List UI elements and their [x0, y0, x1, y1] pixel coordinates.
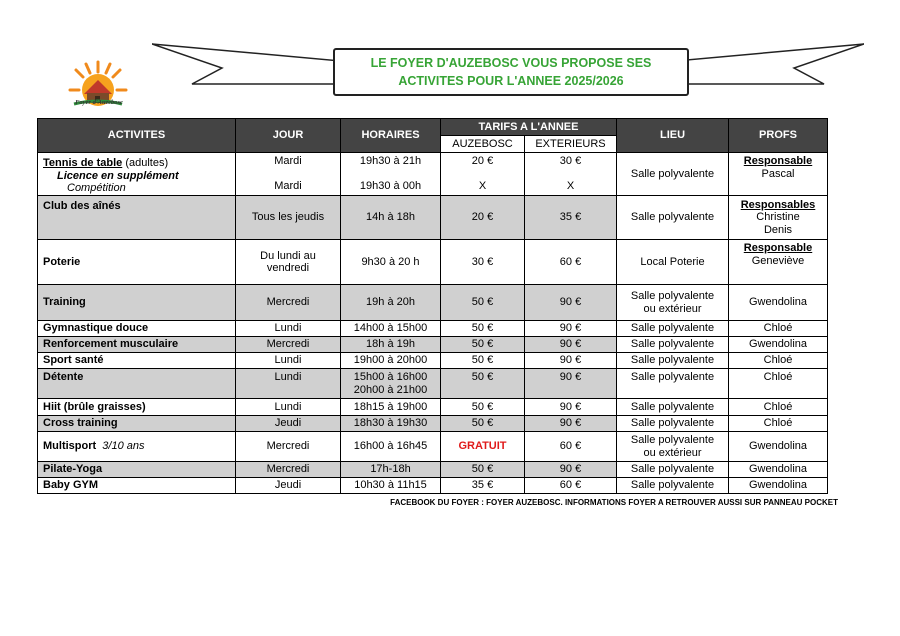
- cell-exterieurs: 35 €: [525, 196, 617, 240]
- cell-exterieurs: 90 €: [525, 285, 617, 321]
- header-activites: ACTIVITES: [38, 119, 236, 153]
- activities-table: [37, 118, 828, 494]
- cell-jour: Mercredi: [236, 462, 341, 478]
- cell-horaire: 14h00 à 15h00: [341, 321, 441, 337]
- table-row: [38, 321, 828, 337]
- cell-activite: Baby GYM: [38, 478, 236, 494]
- cell-exterieurs: 60 €: [525, 478, 617, 494]
- cell-activite: Tennis de table (adultes) Licence en supplément Compétition: [38, 153, 236, 196]
- cell-auzebosc: 50 €: [441, 285, 525, 321]
- cell-auzebosc: 50 €: [441, 321, 525, 337]
- cell-horaire: 19h00 à 20h00: [341, 353, 441, 369]
- cell-prof: Chloé: [729, 321, 828, 337]
- table-row: [38, 353, 828, 369]
- cell-lieu: Salle polyvalente: [617, 353, 729, 369]
- header-horaires: HORAIRES: [341, 119, 441, 153]
- cell-auzebosc: 20 € X: [441, 153, 525, 196]
- cell-activite: Hiit (brûle graisses): [38, 399, 236, 416]
- cell-prof: Responsable Pascal: [729, 153, 828, 196]
- cell-activite: Détente: [38, 369, 236, 399]
- cell-exterieurs: 90 €: [525, 462, 617, 478]
- cell-jour: Mercredi: [236, 337, 341, 353]
- cell-exterieurs: 90 €: [525, 321, 617, 337]
- cell-lieu: Salle polyvalente: [617, 321, 729, 337]
- cell-lieu: Salle polyvalente: [617, 337, 729, 353]
- cell-auzebosc: 50 €: [441, 353, 525, 369]
- header-profs: PROFS: [729, 119, 828, 153]
- cell-auzebosc: 50 €: [441, 337, 525, 353]
- cell-jour: Mercredi: [236, 285, 341, 321]
- header-lieu: LIEU: [617, 119, 729, 153]
- cell-horaire: 18h30 à 19h30: [341, 416, 441, 432]
- cell-auzebosc: GRATUIT: [441, 432, 525, 462]
- title-line-1: LE FOYER D'AUZEBOSC VOUS PROPOSE SES: [370, 56, 652, 70]
- cell-jour: Jeudi: [236, 416, 341, 432]
- cell-exterieurs: 90 €: [525, 399, 617, 416]
- cell-lieu: Salle polyvalente: [617, 369, 729, 399]
- cell-prof: Chloé: [729, 399, 828, 416]
- cell-prof: Gwendolina: [729, 478, 828, 494]
- cell-activite: Gymnastique douce: [38, 321, 236, 337]
- cell-jour: Mercredi: [236, 432, 341, 462]
- cell-lieu: Salle polyvalente ou extérieur: [617, 285, 729, 321]
- cell-horaire: 9h30 à 20 h: [341, 240, 441, 285]
- cell-lieu: Salle polyvalente: [617, 153, 729, 196]
- cell-prof: Gwendolina: [729, 337, 828, 353]
- cell-jour: Lundi: [236, 369, 341, 399]
- cell-jour: Lundi: [236, 399, 341, 416]
- cell-exterieurs: 90 €: [525, 369, 617, 399]
- cell-activite: Cross training: [38, 416, 236, 432]
- cell-horaire: 19h30 à 21h 19h30 à 00h: [341, 153, 441, 196]
- cell-horaire: 19h à 20h: [341, 285, 441, 321]
- cell-jour: Jeudi: [236, 478, 341, 494]
- table-row: [38, 462, 828, 478]
- logo-text: Foyer d'Auzebosc: [75, 99, 123, 106]
- cell-horaire: 16h00 à 16h45: [341, 432, 441, 462]
- cell-activite: Renforcement musculaire: [38, 337, 236, 353]
- table-row: [38, 416, 828, 432]
- table-row: [38, 369, 828, 399]
- cell-lieu: Local Poterie: [617, 240, 729, 285]
- header-exterieurs: EXTERIEURS: [525, 136, 617, 153]
- cell-horaire: 15h00 à 16h00 20h00 à 21h00: [341, 369, 441, 399]
- cell-prof: Gwendolina: [729, 432, 828, 462]
- cell-activite: Sport santé: [38, 353, 236, 369]
- sun-house-logo: [66, 58, 130, 120]
- cell-auzebosc: 50 €: [441, 399, 525, 416]
- cell-jour: Mardi Mardi: [236, 153, 341, 196]
- cell-exterieurs: 60 €: [525, 240, 617, 285]
- cell-lieu: Salle polyvalente: [617, 196, 729, 240]
- cell-auzebosc: 35 €: [441, 478, 525, 494]
- cell-lieu: Salle polyvalente: [617, 399, 729, 416]
- cell-activite: Training: [38, 285, 236, 321]
- cell-auzebosc: 50 €: [441, 416, 525, 432]
- cell-lieu: Salle polyvalente: [617, 478, 729, 494]
- cell-activite: Pilate-Yoga: [38, 462, 236, 478]
- cell-jour: Lundi: [236, 321, 341, 337]
- cell-auzebosc: 20 €: [441, 196, 525, 240]
- footer-note: FACEBOOK DU FOYER : FOYER AUZEBOSC. INFORMATIONS FOYER A RETROUVER AUSSI SUR PANNEAU POCKET: [390, 498, 838, 507]
- cell-auzebosc: 30 €: [441, 240, 525, 285]
- cell-horaire: 18h à 19h: [341, 337, 441, 353]
- header-jour: JOUR: [236, 119, 341, 153]
- cell-exterieurs: 90 €: [525, 416, 617, 432]
- table-row: [38, 153, 828, 196]
- header-tarifs: TARIFS A L'ANNEE: [441, 119, 617, 136]
- cell-auzebosc: 50 €: [441, 462, 525, 478]
- cell-prof: Responsables Christine Denis: [729, 196, 828, 240]
- cell-auzebosc: 50 €: [441, 369, 525, 399]
- cell-exterieurs: 90 €: [525, 353, 617, 369]
- cell-horaire: 10h30 à 11h15: [341, 478, 441, 494]
- cell-prof: Chloé: [729, 369, 828, 399]
- cell-prof: Chloé: [729, 353, 828, 369]
- cell-horaire: 14h à 18h: [341, 196, 441, 240]
- table-row: [38, 399, 828, 416]
- table-row: [38, 240, 828, 285]
- cell-lieu: Salle polyvalente ou extérieur: [617, 432, 729, 462]
- cell-prof: Chloé: [729, 416, 828, 432]
- header-auzebosc: AUZEBOSC: [441, 136, 525, 153]
- cell-prof: Gwendolina: [729, 462, 828, 478]
- cell-exterieurs: 30 € X: [525, 153, 617, 196]
- cell-jour: Lundi: [236, 353, 341, 369]
- cell-lieu: Salle polyvalente: [617, 416, 729, 432]
- cell-lieu: Salle polyvalente: [617, 462, 729, 478]
- cell-prof: Responsable Geneviève: [729, 240, 828, 285]
- cell-horaire: 18h15 à 19h00: [341, 399, 441, 416]
- title-line-2: ACTIVITES POUR L'ANNEE 2025/2026: [398, 74, 624, 88]
- page-title: [333, 48, 689, 96]
- cell-jour: Du lundi au vendredi: [236, 240, 341, 285]
- table-row: [38, 432, 828, 462]
- table-row: [38, 196, 828, 240]
- table-row: [38, 285, 828, 321]
- cell-activite: Club des aînés: [38, 196, 236, 240]
- table-row: [38, 478, 828, 494]
- cell-jour: Tous les jeudis: [236, 196, 341, 240]
- cell-horaire: 17h-18h: [341, 462, 441, 478]
- cell-prof: Gwendolina: [729, 285, 828, 321]
- cell-activite: Poterie: [38, 240, 236, 285]
- table-row: [38, 337, 828, 353]
- cell-exterieurs: 90 €: [525, 337, 617, 353]
- cell-exterieurs: 60 €: [525, 432, 617, 462]
- cell-activite: Multisport 3/10 ans: [38, 432, 236, 462]
